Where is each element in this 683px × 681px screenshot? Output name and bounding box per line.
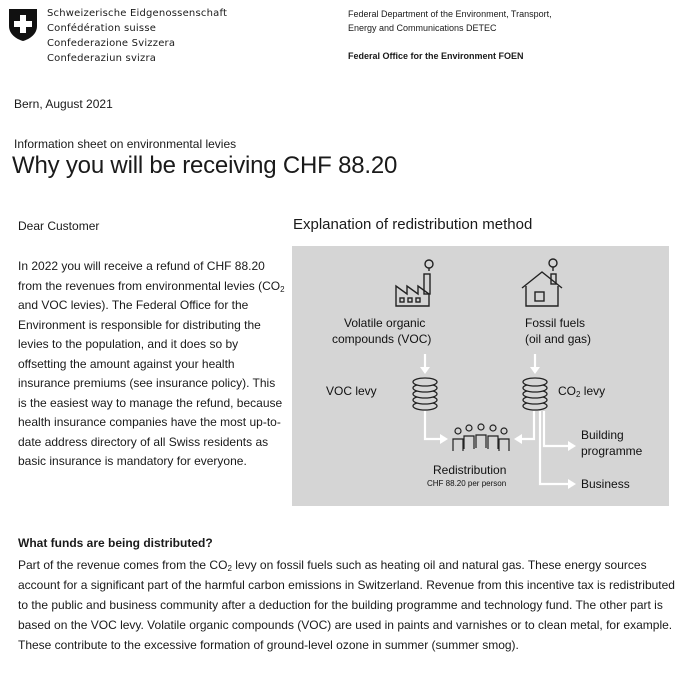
swiss-crest-icon xyxy=(8,8,38,42)
department-line-2: Energy and Communications DETEC xyxy=(348,23,497,33)
co2-to-building-line xyxy=(544,411,570,446)
redistribution-amount: CHF 88.20 per person xyxy=(427,479,507,488)
intro-text-start: In 2022 you will receive a refund of CHF 88.20 from the revenues from environmental levies (CO xyxy=(18,259,281,293)
co2-levy-subscript: 2 xyxy=(576,390,581,399)
office-name: Federal Office for the Environment FOEN xyxy=(348,51,524,61)
coin-stack-icon xyxy=(413,378,437,410)
coin-stack-icon xyxy=(523,378,547,410)
funds-text-end: levy on fossil fuels such as heating oil and natural gas. These energy sources account for a significant part of the harmful carbon emissions in Switzerland. Revenue from this incentive tax is redistributed to the public and business community after a deduction for the building programme and technology fund. The other part is based on the VOC levy. Volatile organic compounds (VOC) are used in paints and varnishes or to clean metal, for example. These contribute to the excessive formation of ground-level ozone in summer (summer smog). xyxy=(18,558,675,652)
co2-levy-prefix: CO xyxy=(558,384,576,398)
voc-to-redistribution-line xyxy=(425,411,442,439)
redistribution-label: Redistribution xyxy=(433,463,507,477)
confederation-name-fr: Confédération suisse xyxy=(47,23,157,34)
co2-levy-label xyxy=(558,384,605,398)
section-heading: What funds are being distributed? xyxy=(18,536,213,550)
funds-paragraph xyxy=(18,555,678,655)
house-icon xyxy=(522,259,562,306)
voc-label-line-1: Volatile organic xyxy=(344,316,426,330)
department-name xyxy=(348,7,552,35)
intro-paragraph xyxy=(18,257,286,472)
building-label-line-2: programme xyxy=(581,444,643,458)
document-title: Why you will be receiving CHF 88.20 xyxy=(12,152,398,179)
voc-levy-label: VOC levy xyxy=(326,384,377,398)
business-label: Business xyxy=(581,477,630,491)
document-subtitle: Information sheet on environmental levies xyxy=(14,137,237,151)
funds-text-start: Part of the revenue comes from the CO xyxy=(18,558,228,572)
diagram-title: Explanation of redistribution method xyxy=(293,216,533,233)
confederation-names xyxy=(47,6,227,66)
building-label-line-1: Building xyxy=(581,428,624,442)
co2-to-redistribution-line xyxy=(520,411,534,439)
intro-text-end: and VOC levies). The Federal Office for the Environment is responsible for distributing the levies to the population, and it does so by offsetting the amount against your health insurance premiums (see insurance policy). This is the easiest way to manage the refund, because health insurance companies have the most up-to-date address directory of all Swiss residents as basic insurance is mandatory for everyone. xyxy=(18,298,283,468)
greeting: Dear Customer xyxy=(18,219,100,233)
intro-co2-subscript: 2 xyxy=(280,284,285,294)
department-line-1: Federal Department of the Environment, Transport, xyxy=(348,9,552,19)
confederation-name-it: Confederazione Svizzera xyxy=(47,38,176,49)
people-group-icon xyxy=(453,424,509,451)
funds-co2-subscript: 2 xyxy=(227,564,232,573)
voc-label-line-2: compounds (VOC) xyxy=(332,332,432,346)
co2-levy-suffix: levy xyxy=(580,384,606,398)
fossil-label-line-1: Fossil fuels xyxy=(525,316,586,330)
fossil-label-line-2: (oil and gas) xyxy=(525,332,592,346)
document-date: Bern, August 2021 xyxy=(14,97,113,111)
confederation-name-de: Schweizerische Eidgenossenschaft xyxy=(47,8,228,19)
confederation-name-rm: Confederaziun svizra xyxy=(47,53,157,64)
redistribution-diagram xyxy=(292,246,669,506)
factory-icon xyxy=(396,260,433,306)
